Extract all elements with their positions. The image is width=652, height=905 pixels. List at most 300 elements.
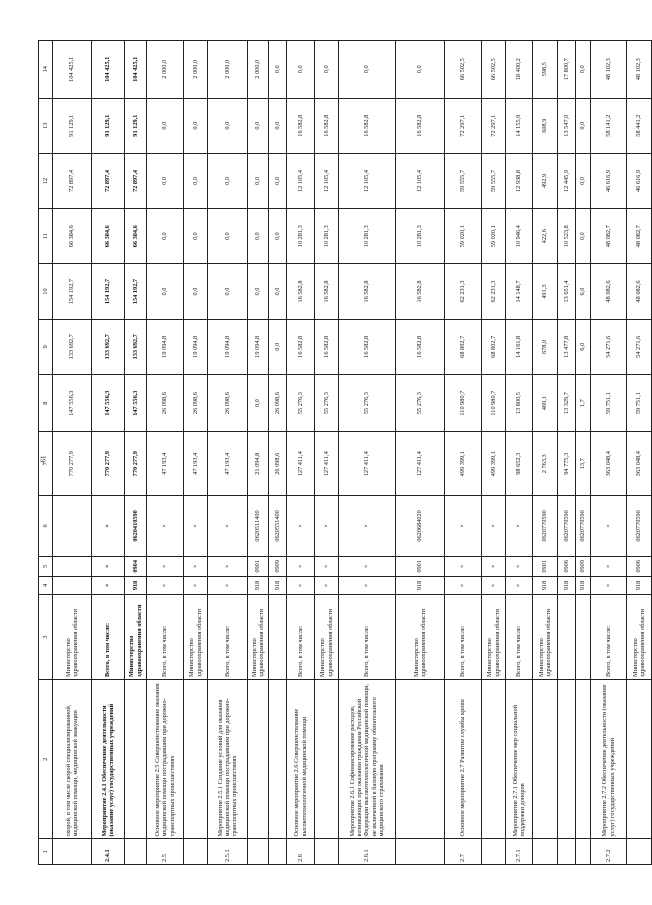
value-cell: 12 445,9 (557, 153, 575, 208)
row-number-cell: 2.6.1 (338, 839, 395, 865)
value-cell: 0,0 (207, 98, 247, 153)
value-cell: × (146, 576, 183, 594)
value-cell: 10 281,3 (338, 209, 395, 264)
value-cell: 0909 (575, 556, 590, 576)
table-row (444, 41, 481, 865)
value-cell: 59 751,1 (590, 374, 626, 431)
value-cell: × (183, 576, 207, 594)
row-number-cell: 2.5.1 (207, 839, 247, 865)
column-header: 9 (38, 319, 52, 374)
value-cell: 16 582,8 (338, 264, 395, 319)
executor-cell (268, 594, 286, 679)
row-number-cell (268, 839, 286, 865)
page-number: 61 (39, 455, 48, 463)
value-cell: 59 555,7 (481, 153, 505, 208)
executor-cell: Всего, в том числе: (590, 594, 626, 679)
value-cell: 918 (557, 576, 575, 594)
value-cell: 91 129,1 (91, 98, 124, 153)
value-cell: 770 277,9 (91, 432, 124, 496)
executor-cell: Министерство здравоохранения области (314, 594, 338, 679)
value-cell: 16 582,8 (286, 264, 314, 319)
executor-cell: Министерство здравоохранения области (481, 594, 505, 679)
row-number-cell (557, 839, 575, 865)
value-cell: 0620511400 (247, 496, 268, 557)
value-cell: 66 384,6 (124, 209, 146, 264)
value-cell: 0,0 (247, 264, 268, 319)
value-cell: 492,9 (532, 153, 557, 208)
measure-name-cell: Основное мероприятие 2.7 Развитие службы крови (444, 680, 481, 839)
value-cell: 72 297,1 (444, 98, 481, 153)
measure-name-cell: Основное мероприятие 2.5 Совершенствование оказания медицинской помощи пострадавшим при дорожно-транспортных происшествиях (146, 680, 183, 839)
value-cell: 0,0 (268, 264, 286, 319)
table-row (247, 41, 268, 865)
value-cell: 608,9 (532, 98, 557, 153)
table-row (91, 41, 124, 865)
executor-cell: Всего, в том числе: (444, 594, 481, 679)
value-cell: 0,0 (146, 209, 183, 264)
value-cell: × (505, 576, 532, 594)
row-number-cell (314, 839, 338, 865)
value-cell: 918 (268, 576, 286, 594)
value-cell: 48 102,3 (626, 41, 651, 99)
value-cell: 72 897,4 (91, 153, 124, 208)
value-cell: 0,0 (247, 374, 268, 431)
value-cell: 2 000,0 (183, 41, 207, 99)
value-cell: 598,5 (532, 41, 557, 99)
value-cell: × (590, 576, 626, 594)
value-cell: 55 276,3 (286, 374, 314, 431)
table-row (52, 41, 91, 865)
measure-name-cell (314, 680, 338, 839)
table-row (124, 41, 146, 865)
value-cell: 918 (124, 576, 146, 594)
value-cell: 0620770590 (626, 496, 651, 557)
table-row (314, 41, 338, 865)
value-cell: 104 425,1 (52, 41, 91, 99)
column-header: 13 (38, 98, 52, 153)
table-row (183, 41, 207, 865)
value-cell: 0,0 (207, 264, 247, 319)
value-cell: 127 411,4 (286, 432, 314, 496)
value-cell: 0906 (626, 556, 651, 576)
column-header: 4 (38, 576, 52, 594)
table-row (557, 41, 575, 865)
value-cell: 66 384,6 (52, 209, 91, 264)
value-cell: 72 897,4 (52, 153, 91, 208)
value-cell: 499 399,1 (444, 432, 481, 496)
measure-name-cell: Мероприятие 2.5.1 Создание условий для оказания медицинской помощи пострадавшим при дорожно-транспортных происшествиях (207, 680, 247, 839)
value-cell: 10 281,3 (395, 209, 444, 264)
measure-name-cell: Мероприятие 2.7.1 Обеспечение мер социальной поддержки доноров (505, 680, 532, 839)
value-cell: 0,0 (268, 153, 286, 208)
value-cell: 18 400,2 (505, 41, 532, 99)
table-row (626, 41, 651, 865)
value-cell: × (314, 496, 338, 557)
value-cell: 55 276,3 (314, 374, 338, 431)
measure-name-cell (575, 680, 590, 839)
table-body (38, 41, 651, 865)
value-cell: 0,0 (183, 264, 207, 319)
value-cell: 2 763,3 (532, 432, 557, 496)
value-cell: 127 411,4 (338, 432, 395, 496)
value-cell: 0,0 (268, 41, 286, 99)
measure-name-cell: Мероприятие 2.4.1 Обеспечение деятельности (оказание услуг) государственных учреждений (91, 680, 124, 839)
value-cell: 68 802,7 (481, 319, 505, 374)
executor-cell: Всего, в том числе: (286, 594, 314, 679)
column-header: 3 (38, 594, 52, 679)
value-cell: 46 616,9 (626, 153, 651, 208)
value-cell: 19 094,8 (183, 319, 207, 374)
value-cell: 0,0 (286, 41, 314, 99)
value-cell: 0,0 (395, 41, 444, 99)
value-cell: 2 000,0 (207, 41, 247, 99)
value-cell: 10 281,3 (286, 209, 314, 264)
measure-name-cell (395, 680, 444, 839)
value-cell: 6,0 (575, 319, 590, 374)
value-cell: 0901 (395, 556, 444, 576)
value-cell: 72 297,1 (481, 98, 505, 153)
value-cell: 0620410590 (124, 496, 146, 557)
value-cell: × (481, 496, 505, 557)
value-cell: 0909 (268, 556, 286, 576)
value-cell: 0906 (557, 556, 575, 576)
value-cell: 26 098,6 (207, 374, 247, 431)
column-header: 10 (38, 264, 52, 319)
value-cell: 147 556,3 (124, 374, 146, 431)
value-cell: 13 329,7 (557, 374, 575, 431)
value-cell: 0901 (532, 556, 557, 576)
value-cell: × (146, 556, 183, 576)
table-row (146, 41, 183, 865)
value-cell: 19 094,8 (146, 319, 183, 374)
value-cell: 16 582,8 (286, 319, 314, 374)
value-cell: 17 800,7 (557, 41, 575, 99)
measure-name-cell: Мероприятие 2.6.1 Софинансирование расходов, возникающих при оказании гражданам Российской Федерации высокотехнологичной медицинской помощи, не включенной в базовую программу обязательного медицинского страхования (338, 680, 395, 839)
table-row (268, 41, 286, 865)
budget-table-rotated (38, 40, 646, 865)
value-cell: 0,0 (268, 319, 286, 374)
value-cell: 16 582,8 (338, 98, 395, 153)
row-number-cell: 2.6 (286, 839, 314, 865)
value-cell: 58 141,2 (590, 98, 626, 153)
executor-cell: Всего, в том числе: (146, 594, 183, 679)
value-cell: 104 425,1 (124, 41, 146, 99)
value-cell: 72 897,4 (124, 153, 146, 208)
value-cell: 59 555,7 (444, 153, 481, 208)
value-cell: 2 000,0 (146, 41, 183, 99)
measure-name-cell: Основное мероприятие 2.6 Совершенствование высокотехнологичной медицинской помощи (286, 680, 314, 839)
value-cell: 0620770590 (557, 496, 575, 557)
value-cell: 918 (575, 576, 590, 594)
value-cell: 14 161,8 (505, 319, 532, 374)
value-cell: 422,6 (532, 209, 557, 264)
row-number-cell (124, 839, 146, 865)
executor-cell: Всего, в том числе: (91, 594, 124, 679)
value-cell: 58 441,2 (626, 98, 651, 153)
value-cell: × (183, 496, 207, 557)
value-cell: 0,0 (207, 209, 247, 264)
value-cell: 10 523,8 (557, 209, 575, 264)
value-cell: 98 652,3 (505, 432, 532, 496)
column-header: 12 (38, 153, 52, 208)
value-cell: 21 094,8 (247, 432, 268, 496)
measure-name-cell (247, 680, 268, 839)
value-cell: 66 384,6 (91, 209, 124, 264)
value-cell: 0,0 (146, 98, 183, 153)
value-cell: 16 582,8 (314, 98, 338, 153)
value-cell: 0620770590 (575, 496, 590, 557)
executor-cell: Министерство здравоохранения области (183, 594, 207, 679)
value-cell: × (91, 556, 124, 576)
executor-cell: Всего, в том числе: (207, 594, 247, 679)
value-cell: × (207, 496, 247, 557)
value-cell: 10 946,4 (505, 209, 532, 264)
value-cell: 59 751,1 (626, 374, 651, 431)
value-cell: × (207, 556, 247, 576)
value-cell: × (286, 576, 314, 594)
table-row (338, 41, 395, 865)
value-cell: × (314, 576, 338, 594)
value-cell: 48 082,7 (626, 209, 651, 264)
value-cell: 0,0 (268, 98, 286, 153)
value-cell: 0,0 (338, 41, 395, 99)
value-cell: 16 582,8 (395, 319, 444, 374)
row-number-cell (395, 839, 444, 865)
measure-name-cell: Мероприятие 2.7.2 Обеспечение деятельности (оказание услуг) государственных учреждений (590, 680, 626, 839)
value-cell: 0,0 (183, 209, 207, 264)
value-cell: 154 192,7 (91, 264, 124, 319)
table-row (590, 41, 626, 865)
value-cell: 46 616,9 (590, 153, 626, 208)
measure-name-cell (183, 680, 207, 839)
value-cell: 48 082,6 (626, 264, 651, 319)
executor-cell: Министерство здравоохранения области (626, 594, 651, 679)
table-row (286, 41, 314, 865)
value-cell: 0,0 (247, 98, 268, 153)
value-cell: 13 651,4 (557, 264, 575, 319)
value-cell (52, 496, 91, 557)
value-cell: 0,0 (183, 153, 207, 208)
value-cell: 55 276,3 (338, 374, 395, 431)
value-cell: × (481, 576, 505, 594)
value-cell: 491,3 (532, 264, 557, 319)
value-cell: 918 (626, 576, 651, 594)
value-cell: × (91, 576, 124, 594)
value-cell: 13,7 (575, 432, 590, 496)
value-cell (52, 556, 91, 576)
value-cell: 16 582,8 (395, 264, 444, 319)
value-cell: 1,7 (575, 374, 590, 431)
value-cell: × (505, 496, 532, 557)
value-cell: × (444, 496, 481, 557)
value-cell: 770 277,9 (124, 432, 146, 496)
value-cell: 133 692,7 (91, 319, 124, 374)
column-header: 8 (38, 374, 52, 431)
value-cell: 54 271,6 (590, 319, 626, 374)
row-number-cell (52, 839, 91, 865)
executor-cell: Министерство здравоохранения области (52, 594, 91, 679)
value-cell: × (338, 496, 395, 557)
value-cell: 62 231,3 (444, 264, 481, 319)
value-cell: 0,0 (575, 153, 590, 208)
value-cell: 16 582,8 (286, 98, 314, 153)
value-cell: 47 193,4 (146, 432, 183, 496)
row-number-cell: 2.7.1 (505, 839, 532, 865)
row-number-cell: 2.5 (146, 839, 183, 865)
value-cell: 19 094,8 (247, 319, 268, 374)
value-cell: 678,0 (532, 319, 557, 374)
measure-name-cell: скорой, в том числе скорой специализированной, медицинской помощи, медицинской эвакуации (52, 680, 91, 839)
value-cell: 147 556,3 (91, 374, 124, 431)
value-cell: 47 193,4 (183, 432, 207, 496)
value-cell: 918 (395, 576, 444, 594)
value-cell: 133 692,7 (124, 319, 146, 374)
value-cell: 16 582,8 (338, 319, 395, 374)
row-number-cell: 2.4.1 (91, 839, 124, 865)
value-cell: 62 231,3 (481, 264, 505, 319)
value-cell: 12 105,4 (395, 153, 444, 208)
value-cell: × (146, 496, 183, 557)
measure-name-cell (481, 680, 505, 839)
measure-name-cell (124, 680, 146, 839)
value-cell: 13 477,8 (557, 319, 575, 374)
value-cell: 0,0 (575, 98, 590, 153)
value-cell: 59 020,1 (481, 209, 505, 264)
value-cell: 770 277,9 (52, 432, 91, 496)
value-cell: 918 (532, 576, 557, 594)
executor-cell (557, 594, 575, 679)
value-cell: 127 411,4 (395, 432, 444, 496)
value-cell: × (590, 556, 626, 576)
value-cell: 0,0 (207, 153, 247, 208)
value-cell: × (444, 576, 481, 594)
value-cell: × (286, 556, 314, 576)
row-number-cell: 2.7 (444, 839, 481, 865)
value-cell: 0,0 (268, 209, 286, 264)
value-cell: 12 938,8 (505, 153, 532, 208)
budget-table (38, 40, 652, 865)
value-cell: 91 129,1 (124, 98, 146, 153)
value-cell: 2 000,0 (247, 41, 268, 99)
header-row (38, 41, 52, 865)
column-header: 2 (38, 680, 52, 839)
value-cell: 91 129,1 (52, 98, 91, 153)
value-cell (52, 576, 91, 594)
value-cell: 110 980,7 (444, 374, 481, 431)
value-cell: 0904 (124, 556, 146, 576)
value-cell: 147 556,3 (52, 374, 91, 431)
value-cell: 0,0 (146, 264, 183, 319)
row-number-cell (247, 839, 268, 865)
column-header: 7 (38, 432, 52, 496)
value-cell: 0,0 (575, 209, 590, 264)
value-cell: × (338, 576, 395, 594)
row-number-cell (575, 839, 590, 865)
value-cell: 16 582,8 (395, 98, 444, 153)
row-number-cell (183, 839, 207, 865)
value-cell: 94 775,3 (557, 432, 575, 496)
value-cell: 154 192,7 (52, 264, 91, 319)
value-cell: 104 425,1 (91, 41, 124, 99)
value-cell: 110 980,7 (481, 374, 505, 431)
value-cell: 0620770590 (532, 496, 557, 557)
executor-cell: Всего, в том числе: (505, 594, 532, 679)
value-cell: 26 098,6 (268, 432, 286, 496)
value-cell: 0,0 (247, 153, 268, 208)
executor-cell (575, 594, 590, 679)
value-cell: 469,1 (532, 374, 557, 431)
value-cell: 14 155,9 (505, 98, 532, 153)
value-cell: 10 281,3 (314, 209, 338, 264)
value-cell: 14 148,7 (505, 264, 532, 319)
row-number-cell (626, 839, 651, 865)
column-header: 1 (38, 839, 52, 865)
column-header: 5 (38, 556, 52, 576)
value-cell: 47 193,4 (207, 432, 247, 496)
table-row (395, 41, 444, 865)
value-cell: 0620551400 (268, 496, 286, 557)
value-cell: 0,0 (183, 98, 207, 153)
value-cell: 16 582,8 (314, 264, 338, 319)
value-cell: 0,0 (314, 41, 338, 99)
value-cell: × (481, 556, 505, 576)
table-row (532, 41, 557, 865)
value-cell: 363 048,4 (590, 432, 626, 496)
column-header: 6 (38, 496, 52, 557)
value-cell: 0,0 (146, 153, 183, 208)
value-cell: 54 271,6 (626, 319, 651, 374)
value-cell: × (286, 496, 314, 557)
value-cell: 363 048,4 (626, 432, 651, 496)
executor-cell: Министерство здравоохранения области (532, 594, 557, 679)
value-cell: 19 094,8 (207, 319, 247, 374)
value-cell: 0901 (247, 556, 268, 576)
executor-cell: Министерство здравоохранения области (395, 594, 444, 679)
value-cell: 16 582,8 (314, 319, 338, 374)
table-row (207, 41, 247, 865)
value-cell: 12 105,4 (338, 153, 395, 208)
value-cell: 68 802,7 (444, 319, 481, 374)
table-row (505, 41, 532, 865)
value-cell: 26 098,6 (268, 374, 286, 431)
executor-cell: Министерство здравоохранения области (124, 594, 146, 679)
value-cell: 0,0 (247, 209, 268, 264)
measure-name-cell (268, 680, 286, 839)
executor-cell: Министерство здравоохранения области (247, 594, 268, 679)
value-cell: × (183, 556, 207, 576)
table-row (481, 41, 505, 865)
value-cell: 13 547,0 (557, 98, 575, 153)
value-cell: 154 192,7 (124, 264, 146, 319)
column-header: 11 (38, 209, 52, 264)
value-cell: 48 102,3 (590, 41, 626, 99)
value-cell: 12 105,4 (314, 153, 338, 208)
measure-name-cell (557, 680, 575, 839)
value-cell: × (338, 556, 395, 576)
executor-cell: Всего, в том числе: (338, 594, 395, 679)
value-cell: × (314, 556, 338, 576)
value-cell: 26 098,6 (146, 374, 183, 431)
column-header: 14 (38, 41, 52, 99)
row-number-cell (481, 839, 505, 865)
measure-name-cell (532, 680, 557, 839)
value-cell: 499 399,1 (481, 432, 505, 496)
value-cell: × (91, 496, 124, 557)
value-cell: 918 (247, 576, 268, 594)
value-cell: × (444, 556, 481, 576)
value-cell: 0620684020 (395, 496, 444, 557)
value-cell: 66 502,5 (481, 41, 505, 99)
